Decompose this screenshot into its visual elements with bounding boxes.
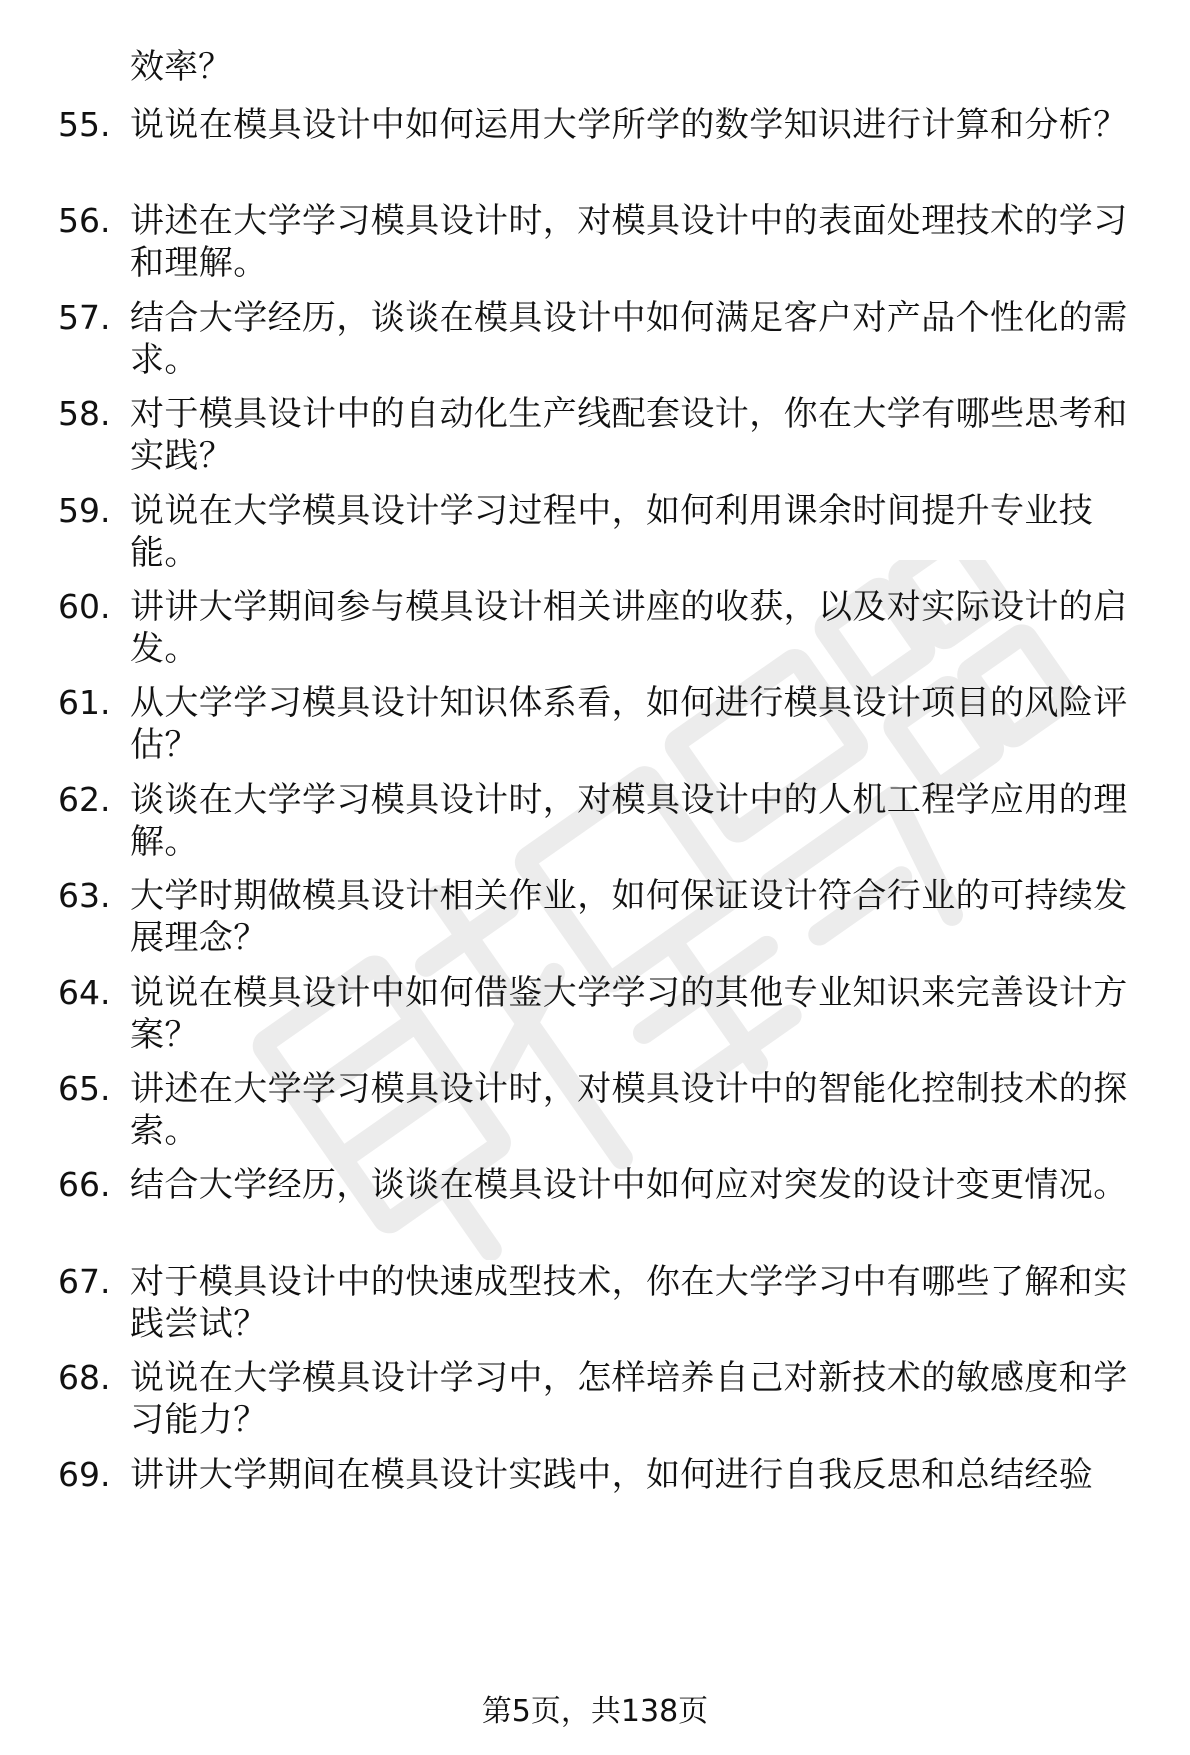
question-text: 从大学学习模具设计知识体系看，如何进行模具设计项目的风险评估？ bbox=[130, 683, 1128, 765]
question-text: 结合大学经历，谈谈在模具设计中如何满足客户对产品个性化的需求。 bbox=[130, 298, 1128, 380]
question-text: 对于模具设计中的快速成型技术，你在大学学习中有哪些了解和实践尝试？ bbox=[130, 1262, 1128, 1344]
question-number: 57. bbox=[58, 298, 111, 337]
question-item bbox=[0, 875, 1190, 965]
question-text: 讲讲大学期间参与模具设计相关讲座的收获，以及对实际设计的启发。 bbox=[130, 587, 1128, 669]
question-item bbox=[0, 297, 1190, 387]
question-number: 56. bbox=[58, 201, 111, 240]
question-item bbox=[0, 1357, 1190, 1447]
question-text: 讲述在大学学习模具设计时，对模具设计中的智能化控制技术的探索。 bbox=[130, 1069, 1128, 1151]
question-number: 68. bbox=[58, 1358, 111, 1397]
question-text: 大学时期做模具设计相关作业，如何保证设计符合行业的可持续发展理念？ bbox=[130, 876, 1128, 958]
question-text: 对于模具设计中的自动化生产线配套设计，你在大学有哪些思考和实践？ bbox=[130, 394, 1128, 476]
question-item bbox=[0, 1068, 1190, 1158]
question-text: 说说在大学模具设计学习过程中，如何利用课余时间提升专业技能。 bbox=[130, 491, 1094, 573]
question-item bbox=[0, 779, 1190, 869]
question-number: 63. bbox=[58, 876, 111, 915]
question-item bbox=[0, 1261, 1190, 1351]
question-text: 说说在模具设计中如何运用大学所学的数学知识进行计算和分析？ bbox=[130, 105, 1128, 145]
question-item bbox=[0, 1164, 1190, 1254]
question-number: 67. bbox=[58, 1262, 111, 1301]
question-number: 65. bbox=[58, 1069, 111, 1108]
question-number: 60. bbox=[58, 587, 111, 626]
question-item bbox=[0, 586, 1190, 676]
question-text: 谈谈在大学学习模具设计时，对模具设计中的人机工程学应用的理解。 bbox=[130, 780, 1128, 862]
question-item bbox=[0, 682, 1190, 772]
question-item bbox=[0, 1454, 1190, 1544]
question-number: 58. bbox=[58, 394, 111, 433]
question-item bbox=[0, 200, 1190, 290]
question-number: 66. bbox=[58, 1165, 111, 1204]
question-number: 55. bbox=[58, 105, 111, 144]
continuation-text: 效率？ bbox=[130, 47, 232, 87]
question-item bbox=[0, 490, 1190, 580]
question-number: 69. bbox=[58, 1455, 111, 1494]
question-number: 62. bbox=[58, 780, 111, 819]
question-number: 61. bbox=[58, 683, 111, 722]
question-number: 64. bbox=[58, 973, 111, 1012]
question-text: 讲述在大学学习模具设计时，对模具设计中的表面处理技术的学习和理解。 bbox=[130, 201, 1128, 283]
question-number: 59. bbox=[58, 491, 111, 530]
question-item bbox=[0, 104, 1190, 194]
question-item bbox=[0, 393, 1190, 483]
question-item bbox=[0, 972, 1190, 1062]
question-text: 结合大学经历，谈谈在模具设计中如何应对突发的设计变更情况。 bbox=[130, 1165, 1128, 1205]
question-text: 说说在大学模具设计学习中，怎样培养自己对新技术的敏感度和学习能力？ bbox=[130, 1358, 1128, 1440]
question-text: 讲讲大学期间在模具设计实践中，如何进行自我反思和总结经验 bbox=[130, 1455, 1094, 1495]
question-text: 说说在模具设计中如何借鉴大学学习的其他专业知识来完善设计方案？ bbox=[130, 973, 1128, 1055]
page-footer: 第5页，共138页 bbox=[481, 1694, 709, 1729]
